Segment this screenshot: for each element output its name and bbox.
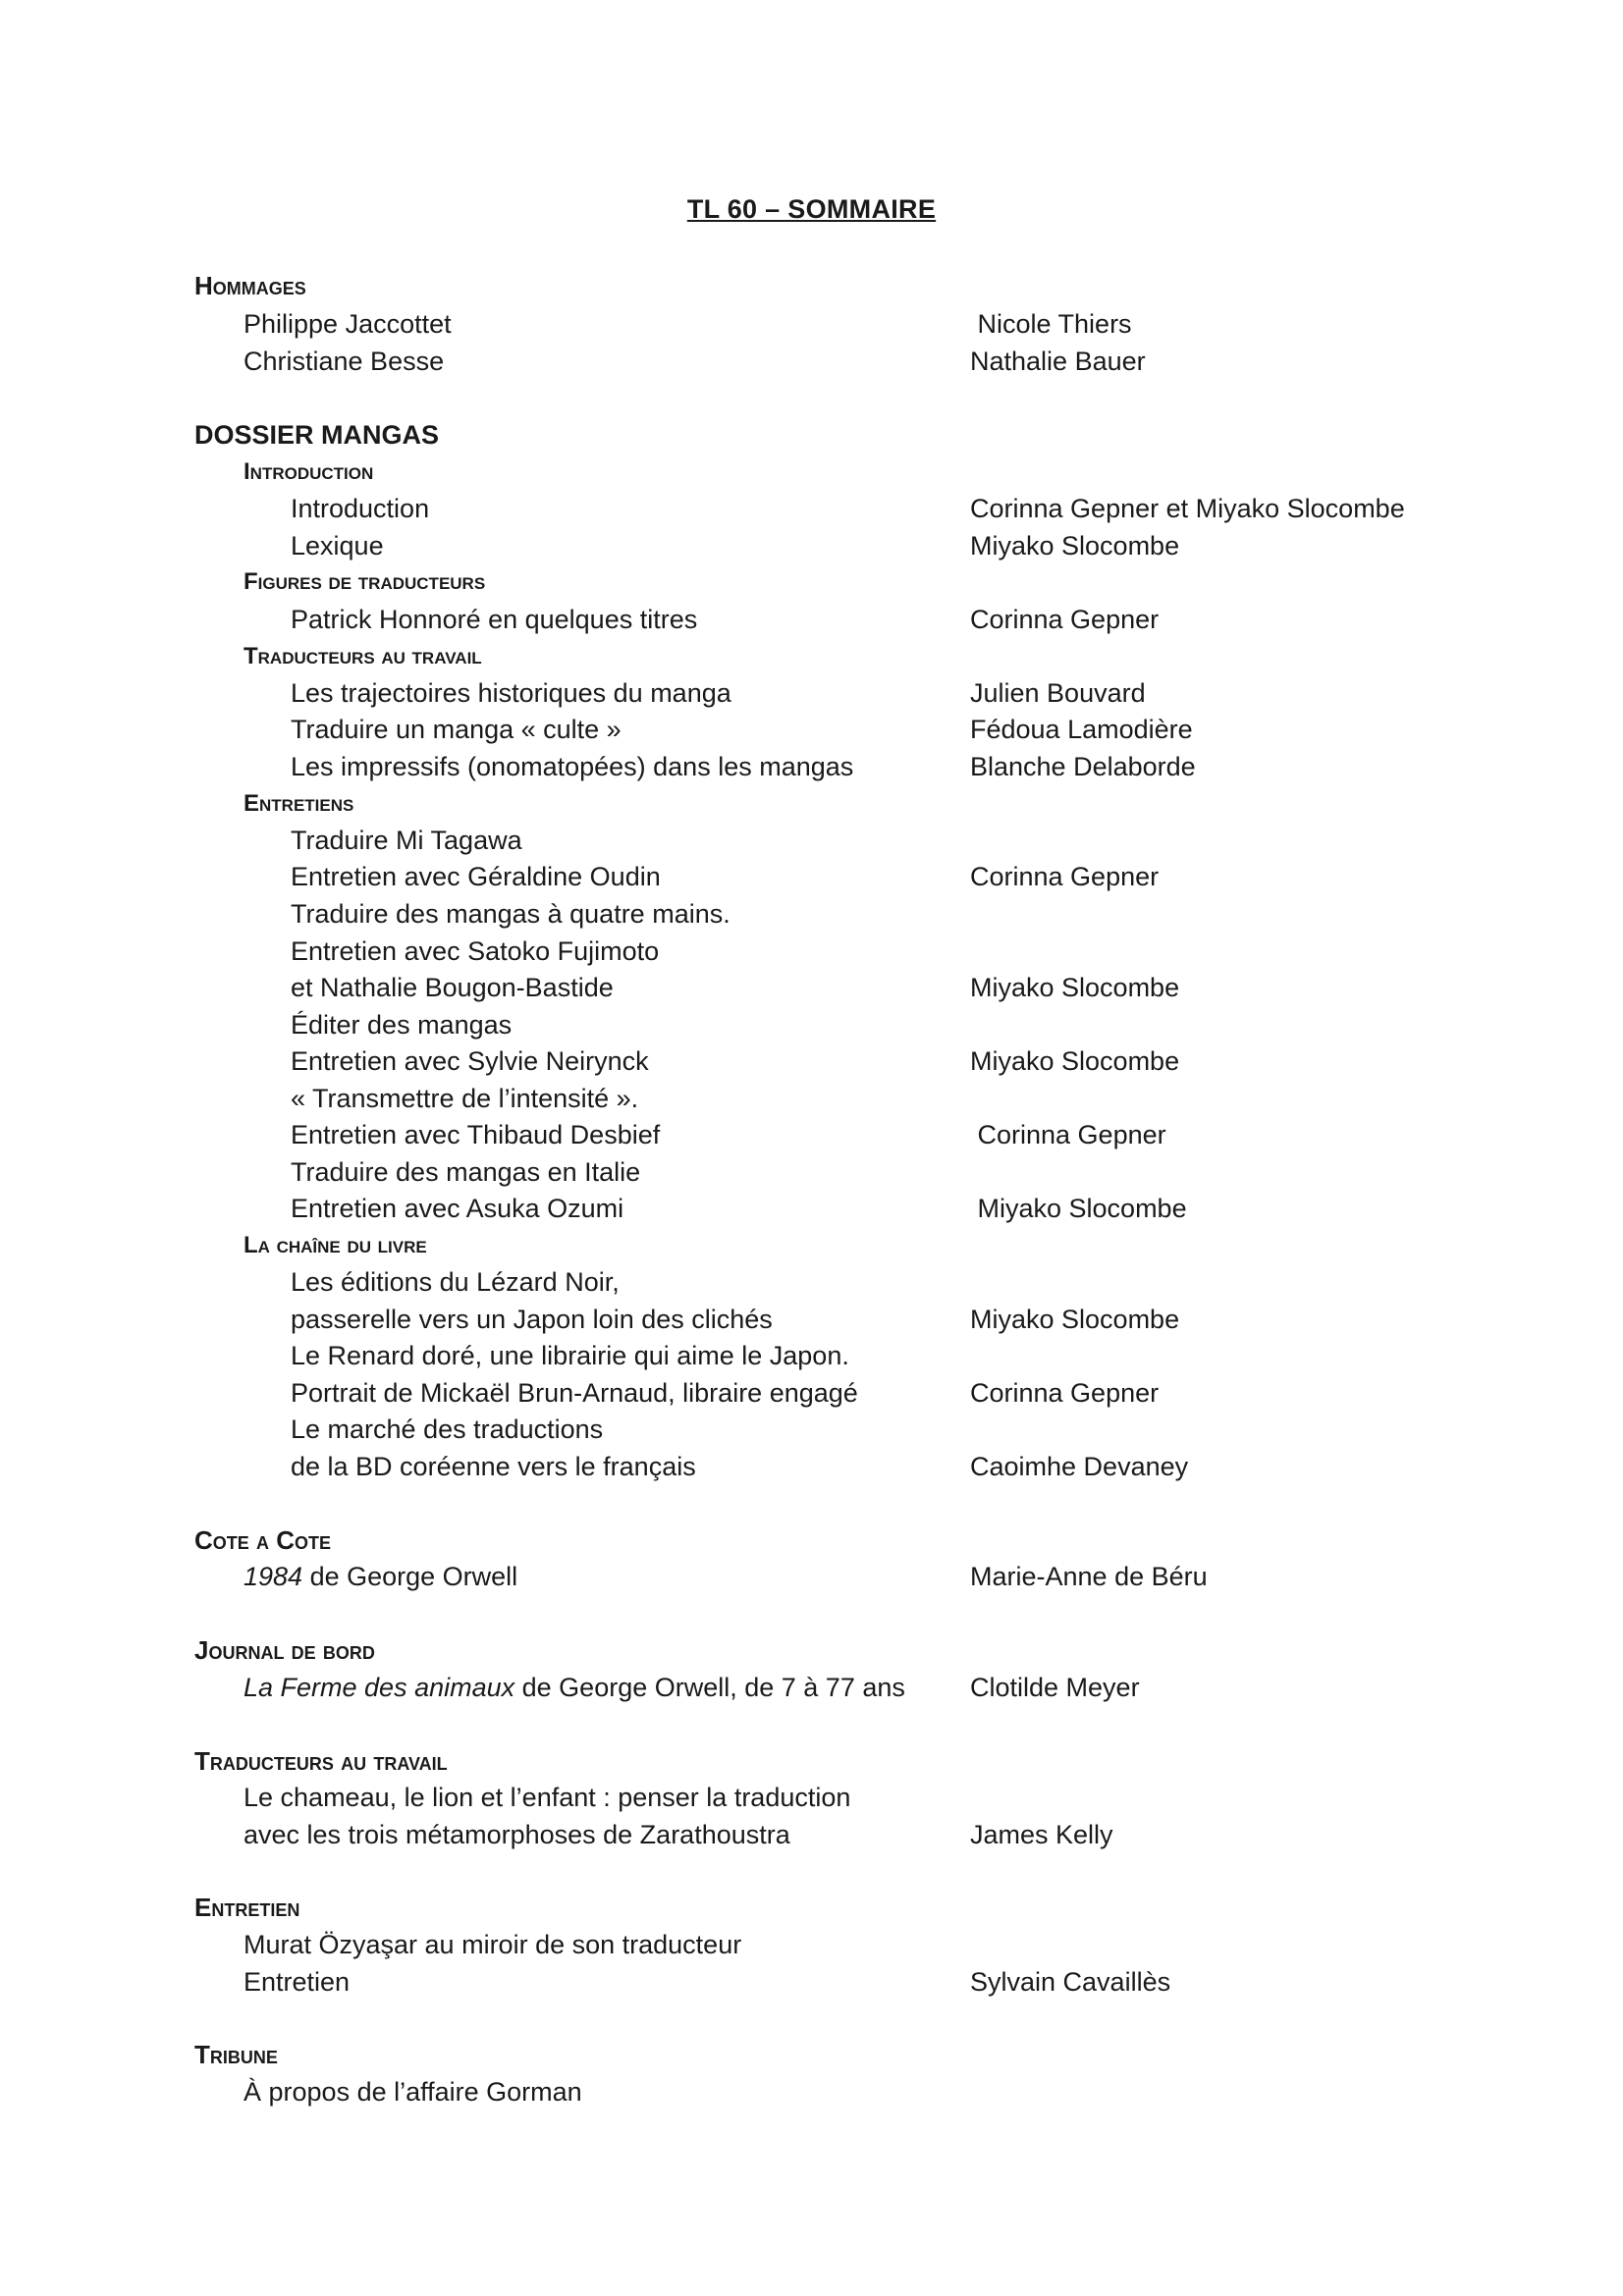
entry-title: Introduction bbox=[291, 494, 430, 523]
entry-title: passerelle vers un Japon loin des clichés bbox=[291, 1305, 773, 1334]
subsection-title: Figures de traducteurs bbox=[243, 568, 486, 595]
section-heading bbox=[0, 1522, 1623, 1559]
entry-title: Les impressifs (onomatopées) dans les mangas bbox=[291, 752, 854, 781]
section-title: Cote a Cote bbox=[194, 1525, 332, 1555]
entry-title: Portrait de Mickaël Brun-Arnaud, libraire engagé bbox=[291, 1378, 858, 1408]
entry-title: Lexique bbox=[291, 531, 384, 561]
entry-title: 1984 de George Orwell bbox=[243, 1562, 518, 1591]
entry-author: Corinna Gepner bbox=[970, 605, 1160, 634]
entry-author: Miyako Slocombe bbox=[970, 1194, 1187, 1223]
section-heading bbox=[0, 638, 1623, 675]
section-title: Hommages bbox=[194, 271, 306, 300]
entry-author: Miyako Slocombe bbox=[970, 1046, 1180, 1076]
entry-title: Traduire des mangas à quatre mains. bbox=[291, 899, 730, 929]
toc-entry bbox=[0, 1116, 1623, 1153]
toc-entry bbox=[0, 822, 1623, 859]
entry-author: Corinna Gepner bbox=[970, 1120, 1166, 1149]
section-heading bbox=[0, 267, 1623, 304]
entry-title-italic: La Ferme des animaux bbox=[243, 1673, 515, 1702]
toc-entry bbox=[0, 895, 1623, 933]
toc-entry bbox=[0, 1080, 1623, 1117]
entry-author: Corinna Gepner bbox=[970, 862, 1160, 891]
toc-entry bbox=[0, 2073, 1623, 2110]
subsection-title: La chaîne du livre bbox=[243, 1232, 427, 1258]
section-heading bbox=[0, 1742, 1623, 1780]
entry-author: Blanche Delaborde bbox=[970, 752, 1196, 781]
toc-entry bbox=[0, 490, 1623, 527]
entry-title: Le chameau, le lion et l’enfant : penser la traduction bbox=[243, 1783, 851, 1812]
toc-entry bbox=[0, 1411, 1623, 1448]
toc-entry bbox=[0, 933, 1623, 970]
toc-entry bbox=[0, 1337, 1623, 1374]
entry-author: Corinna Gepner et Miyako Slocombe bbox=[970, 494, 1405, 523]
section-heading bbox=[0, 785, 1623, 823]
toc-entry bbox=[0, 1963, 1623, 2001]
toc-entry bbox=[0, 1301, 1623, 1338]
entry-title: de la BD coréenne vers le français bbox=[291, 1452, 696, 1481]
entry-title: Entretien avec Thibaud Desbief bbox=[291, 1120, 661, 1149]
entry-title: Traduire des mangas en Italie bbox=[291, 1157, 641, 1187]
toc-entry bbox=[0, 1190, 1623, 1227]
entry-title: Traduire un manga « culte » bbox=[291, 715, 622, 744]
entry-author: Miyako Slocombe bbox=[970, 531, 1180, 561]
entry-title: Éditer des mangas bbox=[291, 1010, 513, 1040]
toc-entry bbox=[0, 1448, 1623, 1485]
toc-entry bbox=[0, 969, 1623, 1006]
section-title: Journal de bord bbox=[194, 1635, 375, 1665]
section-title: Tribune bbox=[194, 2040, 278, 2069]
entry-title: Entretien avec Sylvie Neirynck bbox=[291, 1046, 649, 1076]
section-heading bbox=[0, 454, 1623, 491]
entry-author: Miyako Slocombe bbox=[970, 973, 1180, 1002]
entry-title: et Nathalie Bougon-Bastide bbox=[291, 973, 614, 1002]
subsection-title: Traducteurs au travail bbox=[243, 643, 482, 669]
entry-title: Entretien avec Géraldine Oudin bbox=[291, 862, 661, 891]
entry-author: Fédoua Lamodière bbox=[970, 715, 1193, 744]
toc-entry bbox=[0, 601, 1623, 638]
dossier-title: DOSSIER MANGAS bbox=[194, 420, 440, 450]
toc-entry bbox=[0, 1374, 1623, 1412]
toc-entry bbox=[0, 711, 1623, 748]
section-title: Traducteurs au travail bbox=[194, 1746, 448, 1776]
entry-author: Marie-Anne de Béru bbox=[970, 1562, 1208, 1591]
section-heading bbox=[0, 416, 1623, 454]
entry-title: Christiane Besse bbox=[243, 347, 445, 376]
toc-entry bbox=[0, 1669, 1623, 1706]
toc-entry bbox=[0, 1042, 1623, 1080]
entry-title: Le Renard doré, une librairie qui aime le Japon. bbox=[291, 1341, 849, 1370]
section-heading bbox=[0, 563, 1623, 601]
page-title: TL 60 – SOMMAIRE bbox=[686, 194, 937, 224]
entry-title: La Ferme des animaux de George Orwell, de 7 à 77 ans bbox=[243, 1673, 905, 1702]
section-heading bbox=[0, 1631, 1623, 1669]
toc-entry bbox=[0, 343, 1623, 380]
entry-title: Le marché des traductions bbox=[291, 1415, 604, 1444]
entry-title-italic: 1984 bbox=[243, 1562, 303, 1591]
toc-entry bbox=[0, 1816, 1623, 1853]
toc-entry bbox=[0, 858, 1623, 895]
toc-entry bbox=[0, 674, 1623, 712]
section-heading bbox=[0, 1889, 1623, 1926]
subsection-title: Introduction bbox=[243, 458, 374, 485]
entry-title: Traduire Mi Tagawa bbox=[291, 826, 522, 855]
entry-author: Caoimhe Devaney bbox=[970, 1452, 1189, 1481]
entry-title: Murat Özyaşar au miroir de son traducteur bbox=[243, 1930, 742, 1959]
entry-author: Nicole Thiers bbox=[970, 309, 1132, 339]
entry-title: À propos de l’affaire Gorman bbox=[243, 2077, 582, 2107]
entry-title: Entretien avec Asuka Ozumi bbox=[291, 1194, 624, 1223]
entry-author: Corinna Gepner bbox=[970, 1378, 1160, 1408]
toc-entry bbox=[0, 1153, 1623, 1191]
toc-entry bbox=[0, 1779, 1623, 1816]
section-heading bbox=[0, 2036, 1623, 2073]
entry-title: Entretien avec Satoko Fujimoto bbox=[291, 936, 660, 966]
entry-author: Sylvain Cavaillès bbox=[970, 1967, 1171, 1997]
entry-title: Les trajectoires historiques du manga bbox=[291, 678, 731, 708]
toc-entry bbox=[0, 1558, 1623, 1595]
entry-title: avec les trois métamorphoses de Zarathoustra bbox=[243, 1820, 790, 1849]
toc-entry bbox=[0, 1263, 1623, 1301]
entry-author: Nathalie Bauer bbox=[970, 347, 1146, 376]
entry-title: Philippe Jaccottet bbox=[243, 309, 452, 339]
entry-author: Julien Bouvard bbox=[970, 678, 1146, 708]
toc-entry bbox=[0, 305, 1623, 343]
entry-title: « Transmettre de l’intensité ». bbox=[291, 1084, 639, 1113]
entry-author: James Kelly bbox=[970, 1820, 1113, 1849]
subsection-title: Entretiens bbox=[243, 790, 354, 817]
toc-entry bbox=[0, 1006, 1623, 1043]
entry-title: Patrick Honnoré en quelques titres bbox=[291, 605, 698, 634]
section-title: Entretien bbox=[194, 1893, 300, 1922]
toc-entry bbox=[0, 1926, 1623, 1963]
entry-title: Les éditions du Lézard Noir, bbox=[291, 1267, 620, 1297]
toc-entry bbox=[0, 748, 1623, 785]
entry-author: Miyako Slocombe bbox=[970, 1305, 1180, 1334]
section-heading bbox=[0, 1227, 1623, 1264]
entry-author: Clotilde Meyer bbox=[970, 1673, 1140, 1702]
toc-entry bbox=[0, 527, 1623, 564]
entry-title: Entretien bbox=[243, 1967, 351, 1997]
